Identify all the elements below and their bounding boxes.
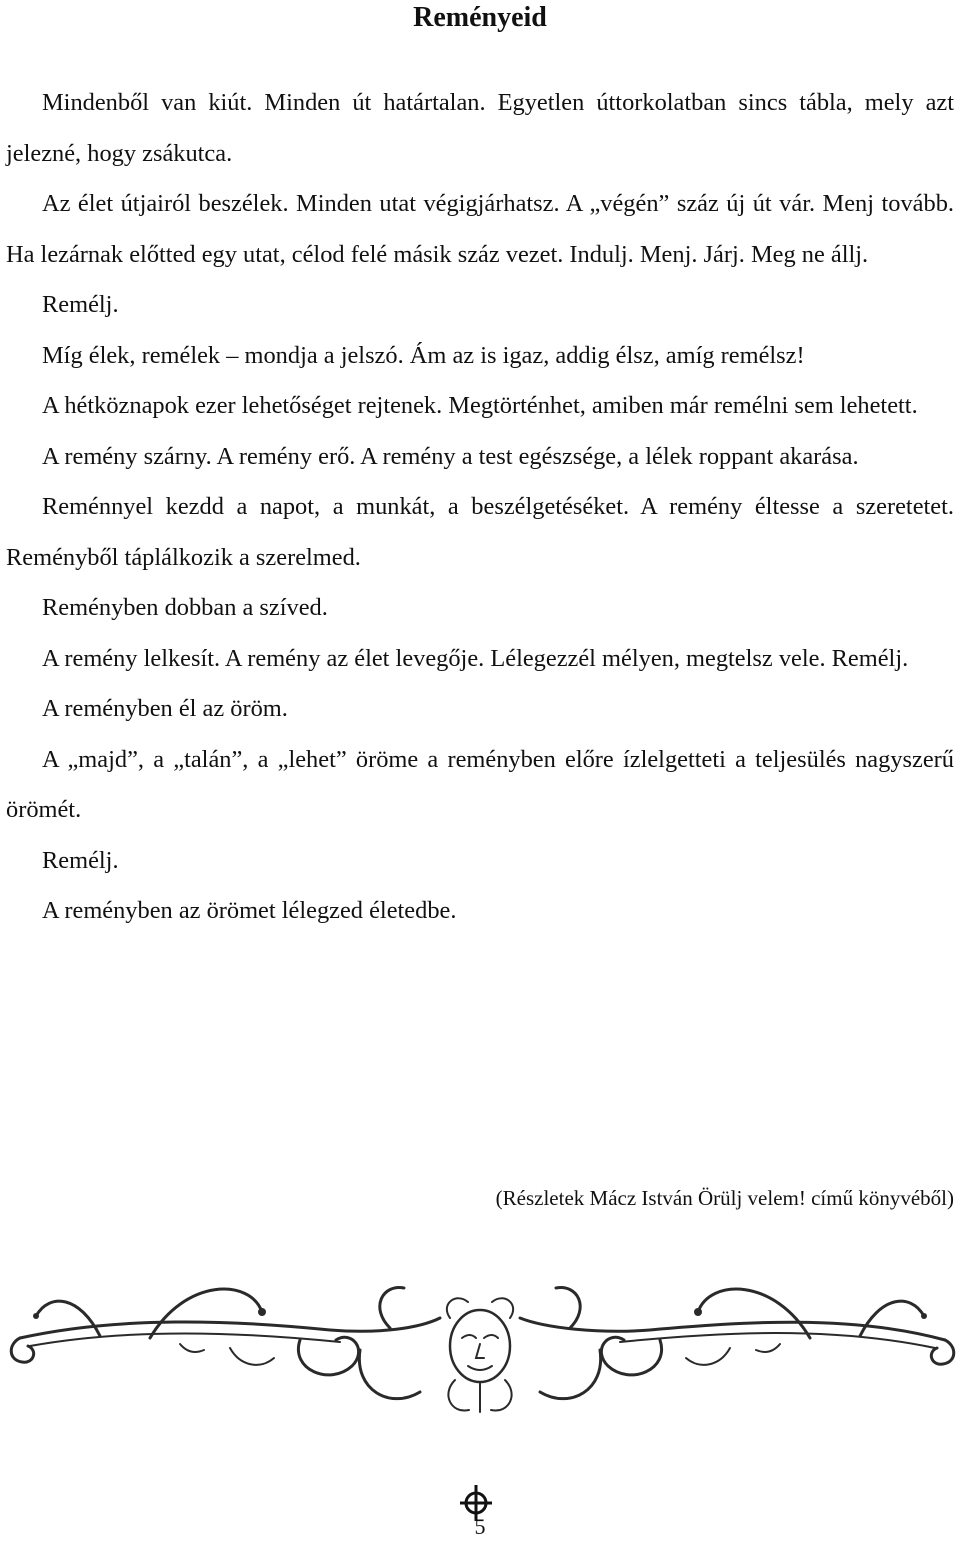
- paragraph: A hétköznapok ezer lehetőséget rejtenek. Megtörténhet, amiben már remélni sem lehetett.: [42, 392, 918, 419]
- paragraph: Remélj.: [42, 846, 119, 874]
- paragraph: Reményben dobban a szíved.: [42, 594, 328, 621]
- paragraph: A reményben az örömet lélegzed életedbe.: [42, 897, 457, 924]
- paragraph: Az élet útjairól beszélek. Minden utat végigjárhatsz. A „végén” száz új út vár. Menj tovább. Ha lezárnak előtted egy utat, célod felé másik száz vezet. Indulj. Menj. Járj. Meg ne állj.: [6, 190, 954, 268]
- page-number: 5: [474, 1514, 486, 1539]
- source-credit: (Részletek Mácz István Örülj velem! című könyvéből): [495, 1186, 954, 1210]
- paragraph: Mindenből van kiút. Minden út határtalan. Egyetlen úttorkolatban sincs tábla, mely azt jelezné, hogy zsákutca.: [6, 89, 954, 167]
- paragraph: Míg élek, remélek – mondja a jelszó. Ám az is igaz, addig élsz, amíg remélsz!: [42, 341, 805, 369]
- paragraph: A remény lelkesít. A remény az élet levegője. Lélegezzél mélyen, megtelsz vele. Remélj.: [42, 644, 909, 672]
- paragraph: Reménnyel kezdd a napot, a munkát, a beszélgetéséket. A remény éltesse a szeretetet. Reményből táplálkozik a szerelmed.: [6, 493, 954, 571]
- page-title: Reményeid: [413, 2, 547, 33]
- body-text: [6, 78, 954, 937]
- baroque-ornament-icon: [0, 1268, 960, 1438]
- paragraph: Remélj.: [42, 291, 119, 318]
- paragraph: A „majd”, a „talán”, a „lehet” öröme a reményben előre ízlelgetteti a teljesülés nagyszerű örömét.: [6, 745, 954, 823]
- paragraph: A remény szárny. A remény erő. A remény a test egészsége, a lélek roppant akarása.: [42, 442, 859, 470]
- paragraph: A reményben él az öröm.: [42, 695, 288, 722]
